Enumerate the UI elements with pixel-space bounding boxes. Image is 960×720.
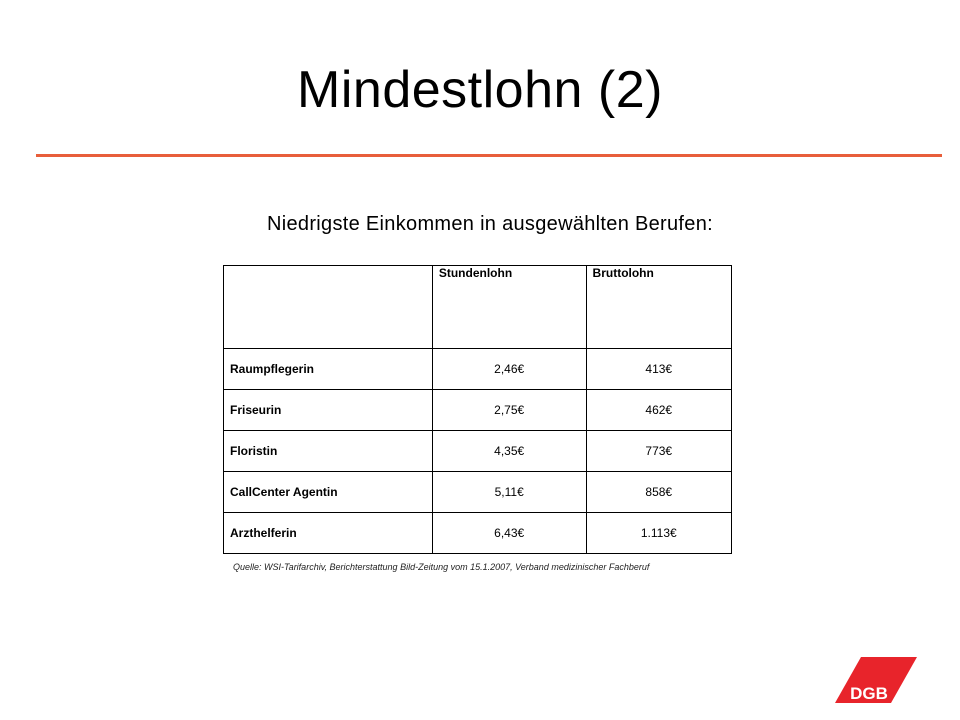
dgb-logo-icon [835, 657, 917, 703]
table-row [224, 472, 732, 513]
hourly-wage-cell: 4,35€ [432, 431, 586, 472]
source-note: Quelle: WSI-Tarifarchiv, Berichterstattung Bild-Zeitung vom 15.1.2007, Verband medizinischer Fachberuf [233, 562, 650, 572]
job-cell: Floristin [224, 431, 433, 472]
hourly-wage-cell: 2,46€ [432, 349, 586, 390]
gross-wage-cell: 462€ [586, 390, 731, 431]
table-row [224, 513, 732, 554]
slide-subtitle: Niedrigste Einkommen in ausgewählten Berufen: [267, 213, 713, 235]
header-gross-wage: Bruttolohn [586, 266, 731, 349]
title-divider [36, 154, 942, 157]
job-cell: CallCenter Agentin [224, 472, 433, 513]
dgb-logo-text: DGB [850, 684, 888, 703]
header-hourly-wage: Stundenlohn [432, 266, 586, 349]
gross-wage-cell: 773€ [586, 431, 731, 472]
job-cell: Arzthelferin [224, 513, 433, 554]
table-header-row [224, 266, 732, 349]
gross-wage-cell: 1.113€ [586, 513, 731, 554]
table-row [224, 431, 732, 472]
gross-wage-cell: 413€ [586, 349, 731, 390]
header-empty [224, 266, 433, 349]
job-cell: Friseurin [224, 390, 433, 431]
hourly-wage-cell: 6,43€ [432, 513, 586, 554]
hourly-wage-cell: 5,11€ [432, 472, 586, 513]
slide-title: Mindestlohn (2) [297, 61, 663, 119]
table-row [224, 390, 732, 431]
gross-wage-cell: 858€ [586, 472, 731, 513]
table-row [224, 349, 732, 390]
job-cell: Raumpflegerin [224, 349, 433, 390]
wage-table [223, 265, 732, 554]
hourly-wage-cell: 2,75€ [432, 390, 586, 431]
